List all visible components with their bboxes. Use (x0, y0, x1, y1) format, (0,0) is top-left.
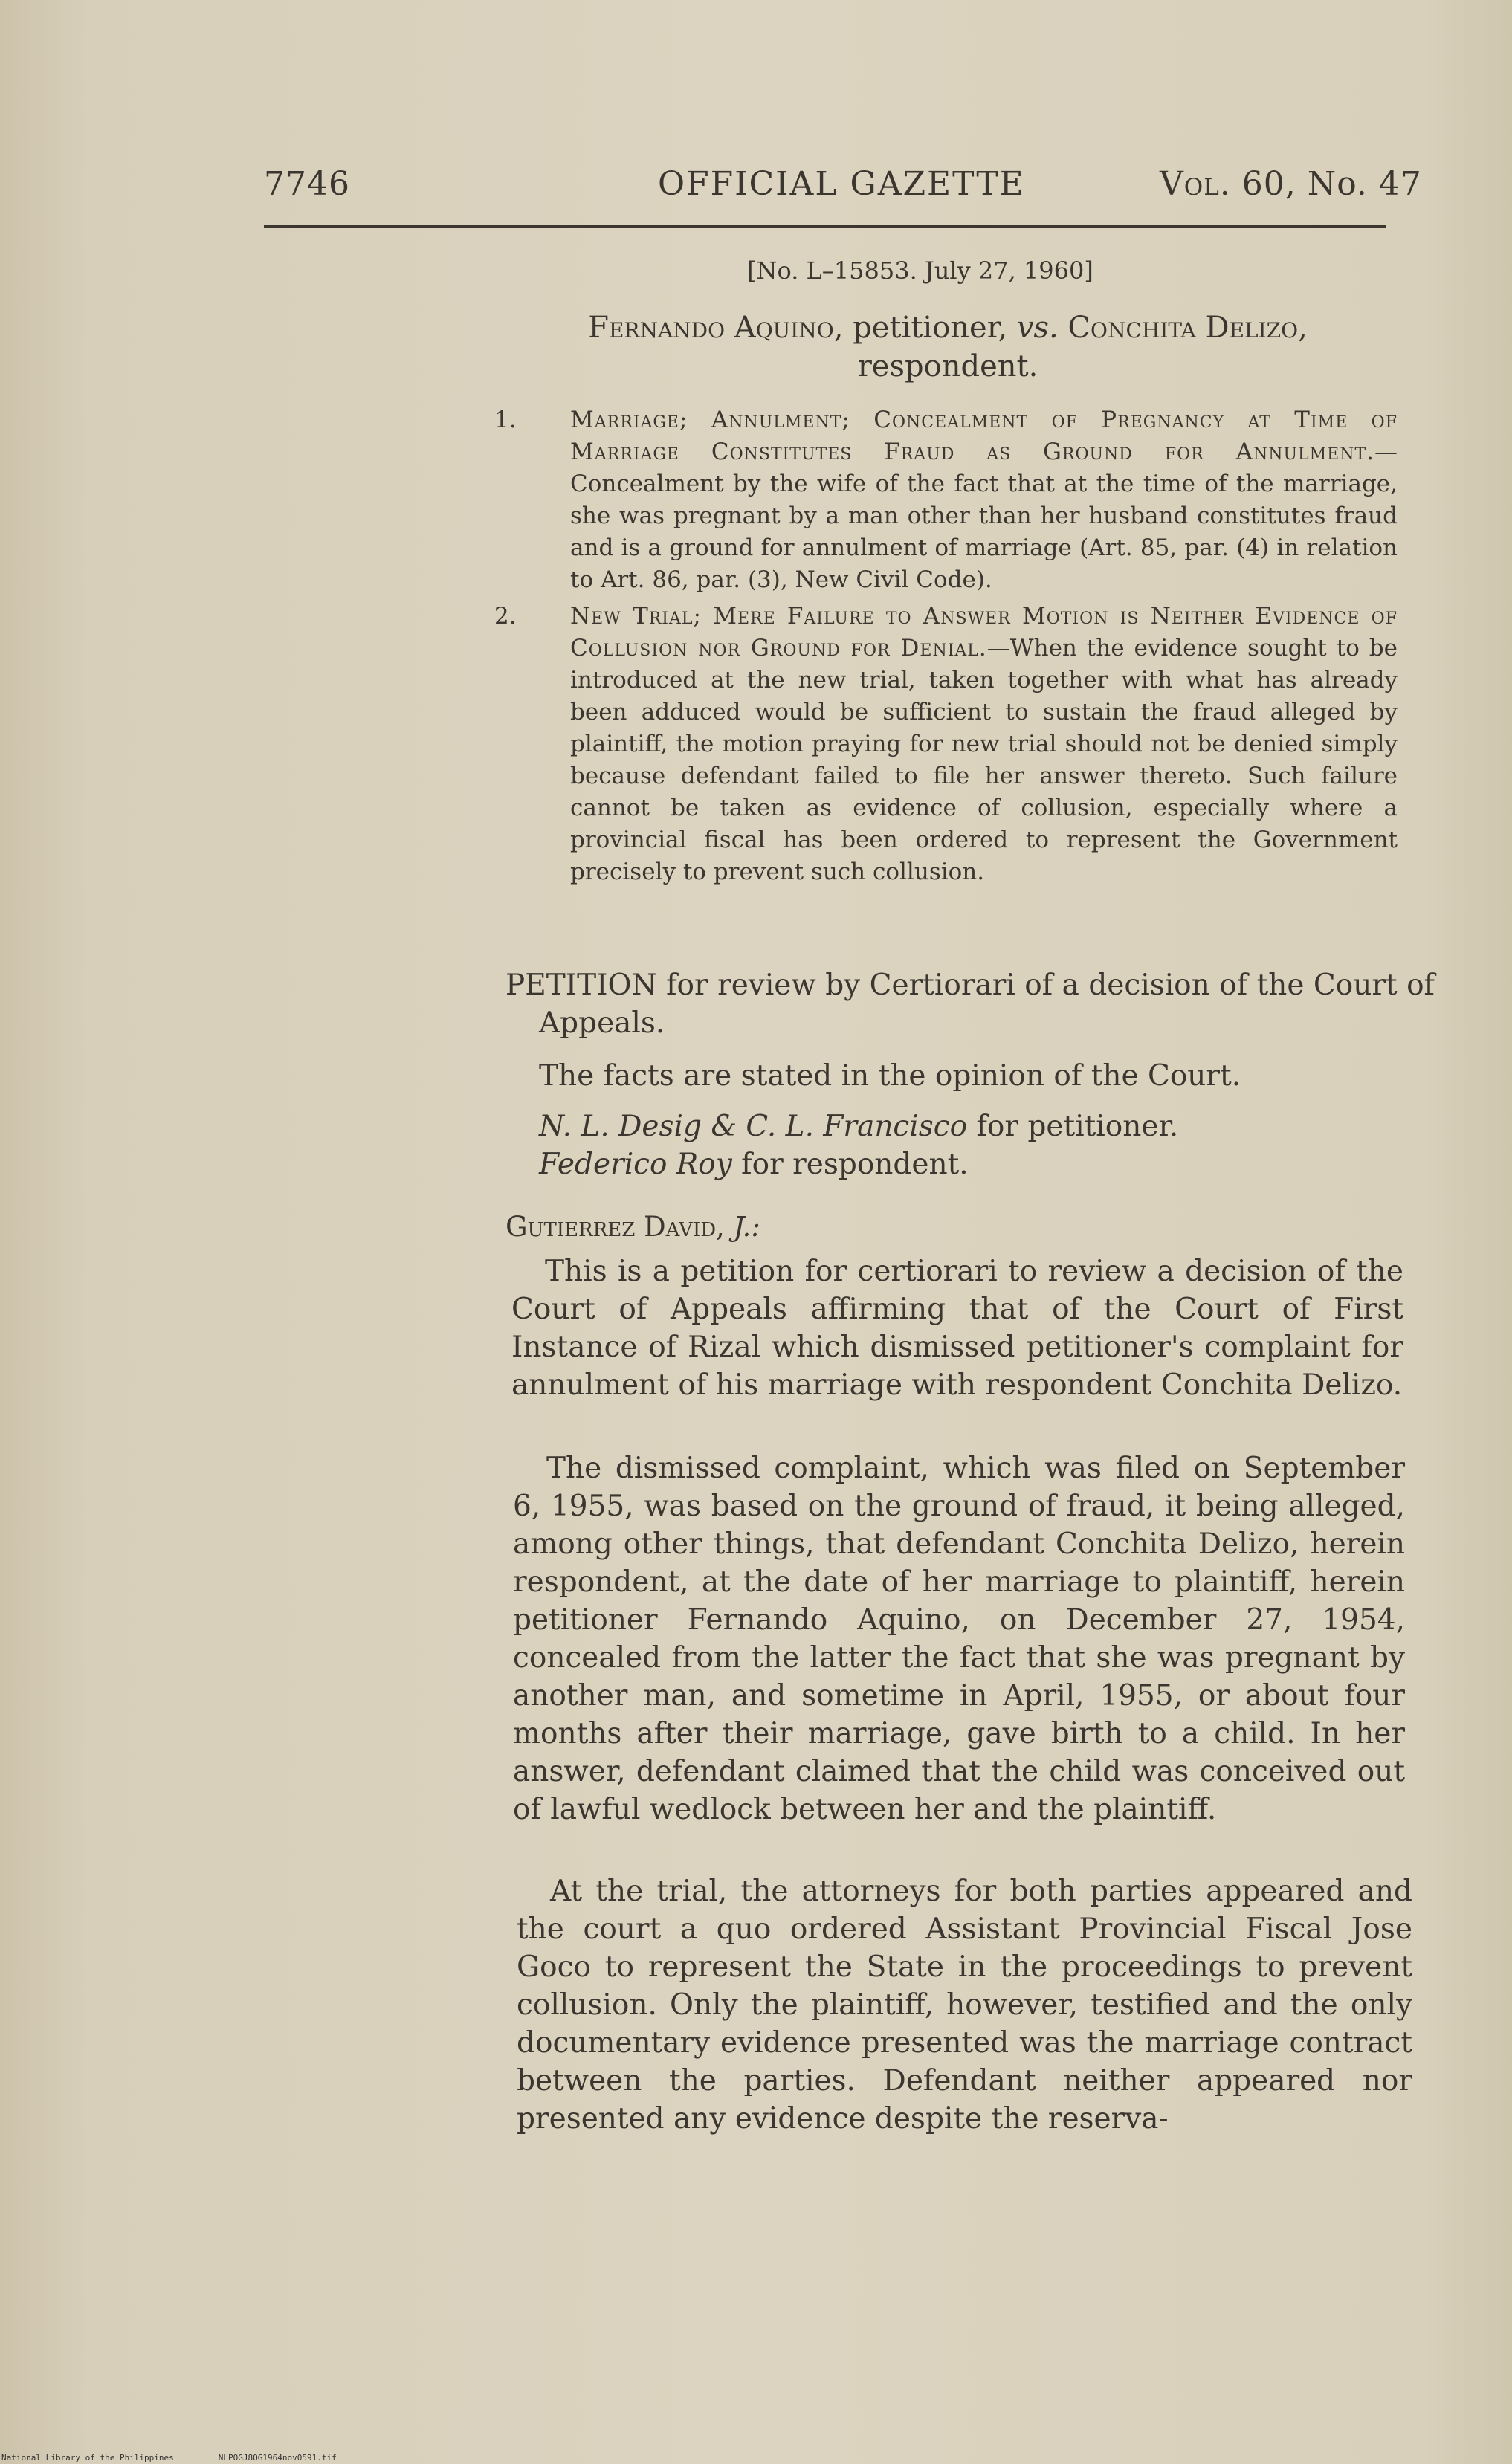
petition-line: PETITION for review by Certiorari of a decision of the Court of Appeals. (505, 969, 1435, 1040)
case-parties (498, 308, 1398, 386)
opinion-paragraph: The dismissed complaint, which was filed on September 6, 1955, was based on the ground of fraud, it being alleged, among other things, that defendant Conchita Delizo, herein respondent, at the date of her marriage to plaintiff, herein petitioner Fernando Aquino, on December 27, 1954, concealed from the latter the fact that she was pregnant by another man, and sometime in April, 1955, or about four months after their marriage, gave birth to a child. In her answer, defendant claimed that the child was conceived out of lawful wedlock between her and the plaintiff. (513, 1452, 1405, 1826)
versus: vs. (1016, 311, 1059, 345)
syllabus-heading: Marriage; Annulment; Concealment of Pregnancy at Time of Marriage Constitutes Fraud as Ground for Annulment. (570, 407, 1398, 465)
publication-title: OFFICIAL GAZETTE (658, 165, 1025, 203)
counsel-petitioner (539, 1107, 1401, 1145)
syllabus (494, 404, 1398, 893)
counsel-block (539, 1107, 1401, 1183)
petitioner-role: , petitioner, (833, 311, 1017, 345)
syllabus-item (494, 404, 1398, 596)
facts-line: The facts are stated in the opinion of the Court. (539, 1059, 1241, 1093)
footer-file: NLPOGJ8OG1964nov0591.tif (218, 2453, 337, 2463)
petitioner-name: Fernando Aquino (588, 311, 834, 345)
syllabus-body: —When the evidence sought to be introduced at the new trial, taken together with what has already been adduced would be sufficient to sustain the fraud alleged by plaintiff, the motion praying for new trial should not be denied simply because defendant failed to file her answer thereto. Such failure cannot be taken as evidence of collusion, especially where a provincial fiscal has been ordered to represent the Government precisely to prevent such collusion. (570, 635, 1398, 885)
docket-line: [No. L–15853. July 27, 1960] (747, 256, 1093, 285)
volume-number (1160, 165, 1422, 203)
counsel-respondent (539, 1145, 1401, 1183)
respondent-counsel-suffix: for respondent. (731, 1148, 969, 1181)
syllabus-heading: New Trial; Mere Failure to Answer Motion is Neither Evidence of Collusion nor Ground for Denial. (570, 603, 1398, 662)
syllabus-number: 2. (494, 603, 517, 630)
petitioner-counsel: N. L. Desig & C. L. Francisco (539, 1110, 968, 1143)
justice-line (505, 1208, 1398, 1246)
page-number: 7746 (264, 165, 350, 203)
respondent-role: , respondent. (857, 311, 1308, 384)
opinion-paragraph: At the trial, the attorneys for both parties appeared and the court a quo ordered Assistant Provincial Fiscal Jose Goco to represent the State in the proceedings to prevent collusion. Only the plaintiff, however, testified and the only documentary evidence presented was the marriage contract between the parties. Defendant neither appeared nor presented any evidence despite the reserva- (517, 1875, 1412, 2135)
respondent-counsel: Federico Roy (539, 1148, 732, 1181)
opinion-paragraph: This is a petition for certiorari to review a decision of the Court of Appeals affirming that of the Court of First Instance of Rizal which dismissed petitioner's complaint for annulment of his marriage with respondent Conchita Delizo. (511, 1255, 1403, 1402)
volume-rest: . 60, No. 47 (1219, 165, 1422, 203)
header-rule (264, 225, 1386, 228)
justice-name: Gutierrez David, (505, 1211, 734, 1243)
syllabus-number: 1. (494, 407, 517, 433)
justice-title: J.: (733, 1211, 760, 1243)
scan-footer (1, 2453, 381, 2463)
respondent-name: Conchita Delizo (1067, 311, 1299, 345)
syllabus-item (494, 601, 1398, 888)
volume-prefix: Vol (1160, 165, 1220, 203)
syllabus-body: —Concealment by the wife of the fact that at the time of the marriage, she was pregnant by a man other than her husband constitutes fraud and is a ground for annulment of marriage (Art. 85, par. (4) in relation to Art. 86, par. (3), New Civil Code). (570, 439, 1398, 593)
petitioner-counsel-suffix: for petitioner. (967, 1110, 1179, 1143)
footer-library: National Library of the Philippines (1, 2453, 174, 2463)
